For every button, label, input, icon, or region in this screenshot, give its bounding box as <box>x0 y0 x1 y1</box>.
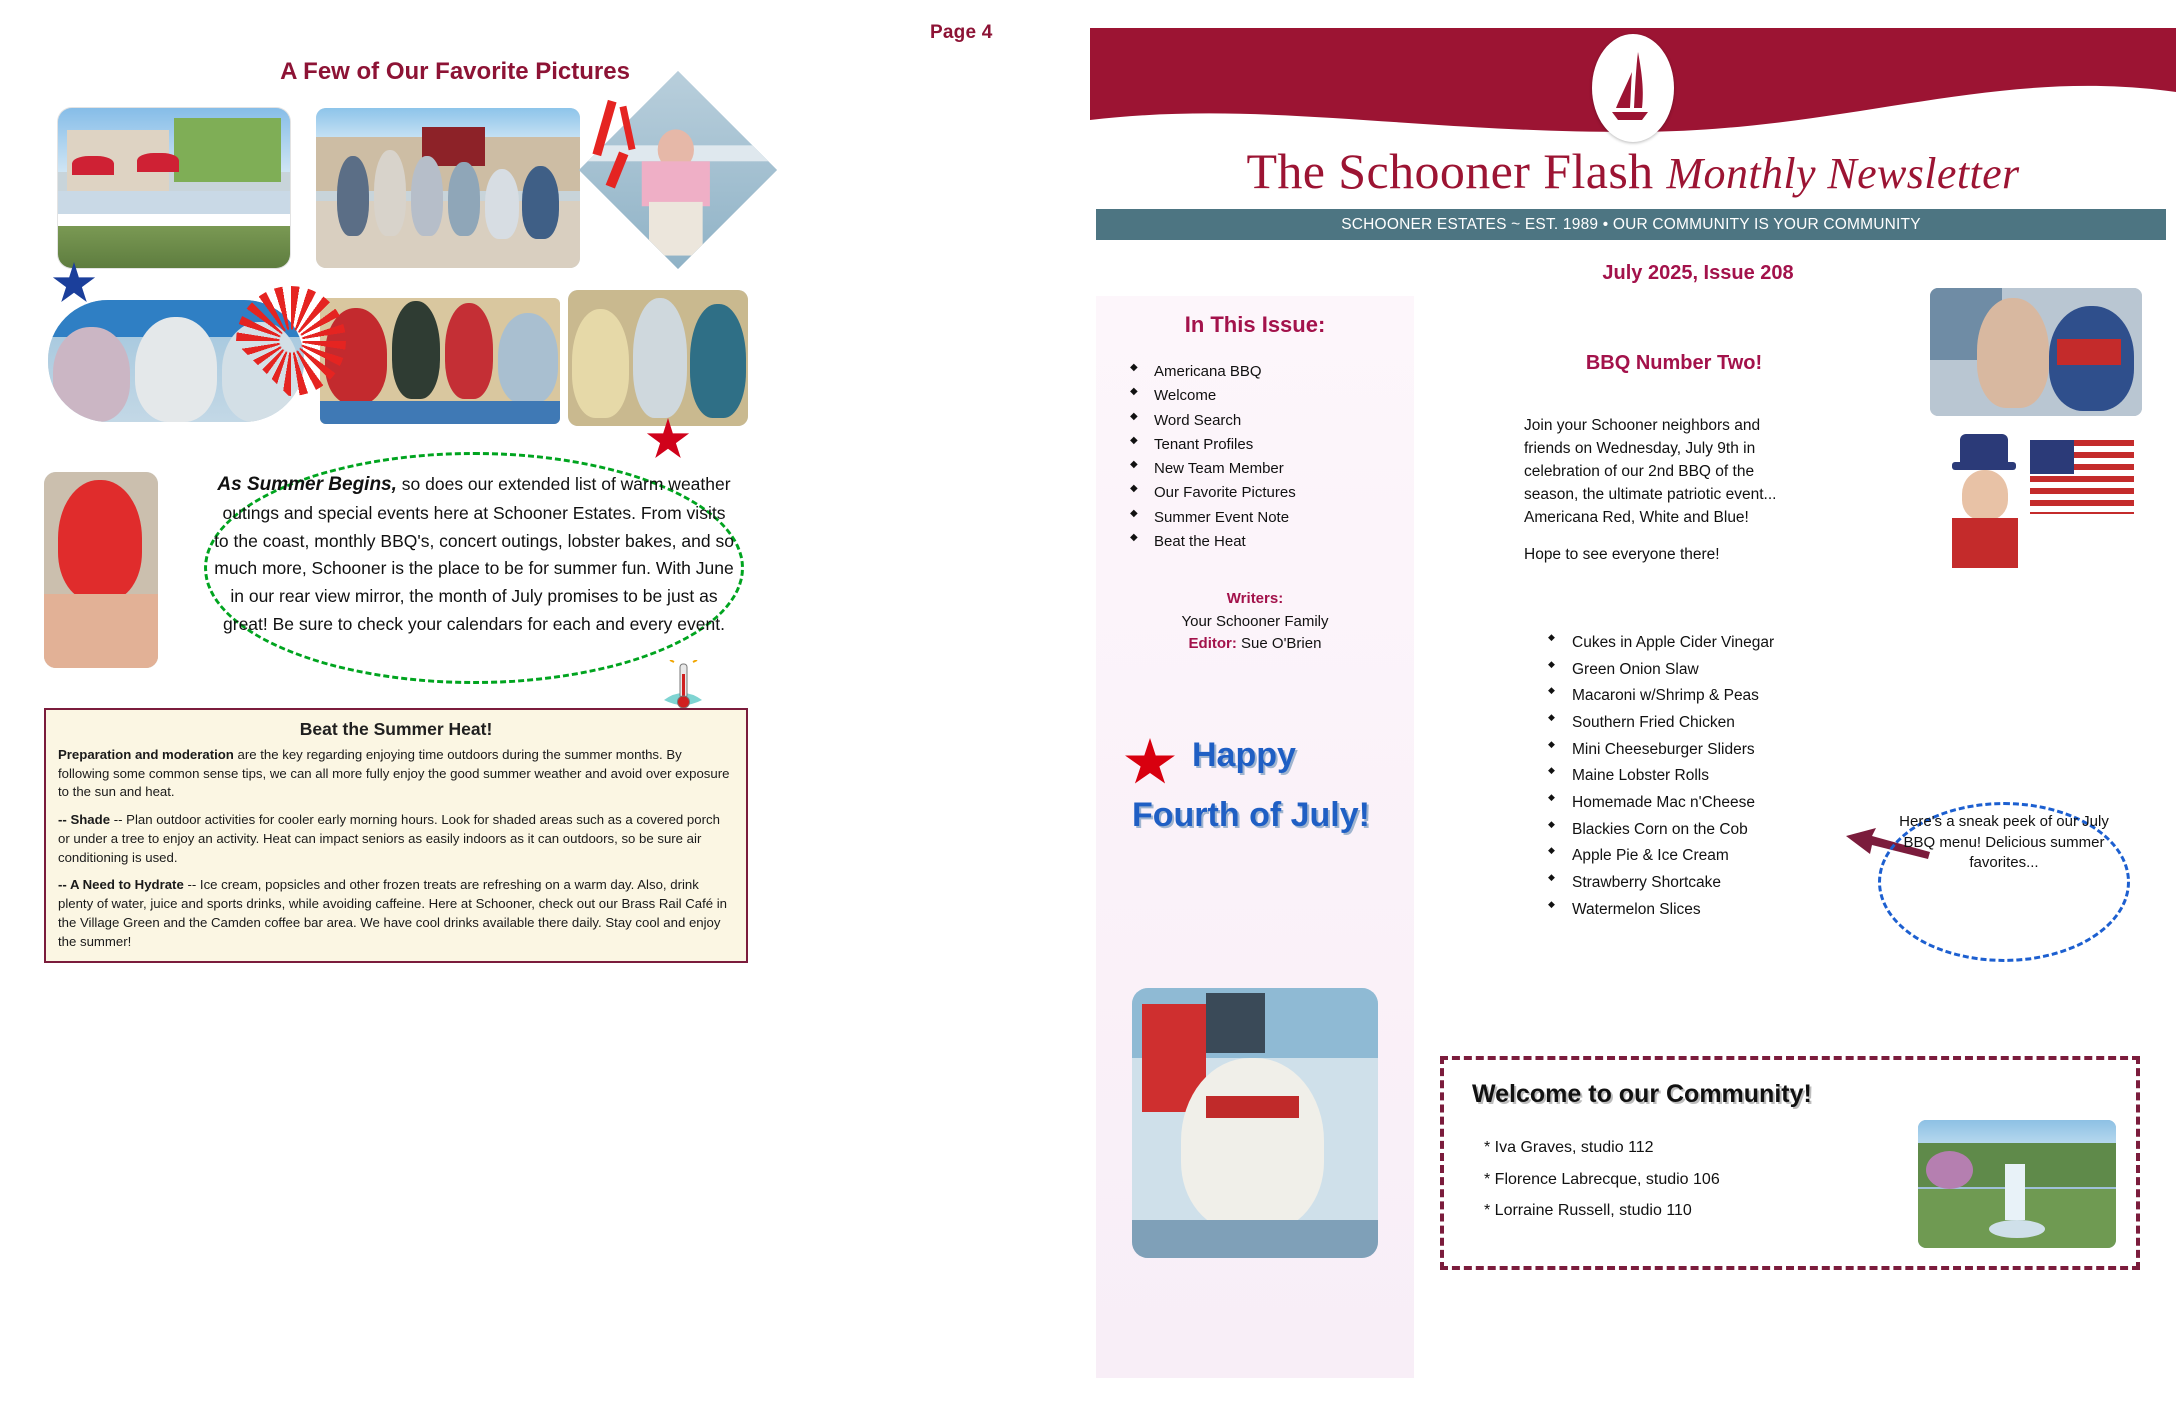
masthead-tagline: SCHOONER ESTATES ~ EST. 1989 • OUR COMMUNITY IS YOUR COMMUNITY <box>1341 215 1921 233</box>
bbq-paragraph-2: Hope to see everyone there! <box>1524 546 1720 564</box>
list-item[interactable]: ◆ New Team Member <box>1130 457 1414 481</box>
summer-oval-lead: As Summer Begins, <box>217 474 397 495</box>
new-residents-list <box>1484 1132 1720 1227</box>
beat-the-heat-box <box>44 708 748 963</box>
list-item[interactable]: ◆ Summer Event Note <box>1130 506 1414 530</box>
list-item: * Lorraine Russell, studio 110 <box>1484 1202 1692 1220</box>
bbq-intro-text <box>1524 414 1786 581</box>
summer-oval-text <box>214 470 734 638</box>
masthead-title-italic: Monthly Newsletter <box>1666 149 2020 198</box>
heat-p3-rest: -- Ice cream, popsicles and other frozen treats are refreshing on a warm day. Also, drink plenty of water, juice and sports drinks, while avoiding caffeine. Here at Schooner, check out our Brass Rail Café in the Village Green and the Camden coffee bar area. We have cool drinks available there daily. Stay cool and enjoy the summer! <box>58 877 728 949</box>
red-star-icon <box>1124 738 1176 788</box>
sailboat-icon <box>1608 50 1658 126</box>
list-item: ◆ Green Onion Slaw <box>1542 657 1872 684</box>
summer-oval-body: so does our extended list of warm weather outings and special events here at Schooner Estates. From visits to the coast, monthly BBQ's, concert outings, lobster bakes, and so much more, Schooner is the place to be for summer fun. With June in our rear view mirror, the month of July promises to be just as great! Be sure to check your calendars for each and every event. <box>214 474 734 634</box>
heat-paragraph-2 <box>58 811 734 867</box>
list-item[interactable]: ◆ Word Search <box>1130 409 1414 433</box>
happy-text: Happy <box>1192 736 1296 774</box>
photo-patio-party <box>58 108 290 268</box>
list-item: * Florence Labrecque, studio 106 <box>1484 1170 1720 1188</box>
fourth-of-july-text: Fourth of July! <box>1132 796 1370 834</box>
list-item: ◆ Strawberry Shortcake <box>1542 870 1872 897</box>
list-item[interactable]: ◆ Welcome <box>1130 384 1414 408</box>
writers-label: Writers: <box>1226 590 1284 608</box>
heat-paragraph-1 <box>58 746 734 802</box>
list-item: ◆ Southern Fried Chicken <box>1542 710 1872 737</box>
list-item: ◆ Apple Pie & Ice Cream <box>1542 843 1872 870</box>
table-of-contents <box>1096 360 1414 554</box>
photo-group-walk <box>316 108 580 268</box>
list-item: ◆ Macaroni w/Shrimp & Peas <box>1542 683 1872 710</box>
list-item: ◆ Blackies Corn on the Cob <box>1542 817 1872 844</box>
favorite-pictures-heading: A Few of Our Favorite Pictures <box>280 58 630 85</box>
photo-uncle-sam-hat <box>1946 430 2136 572</box>
photo-luau-trio <box>568 290 748 426</box>
writers-value: Your Schooner Family <box>1181 612 1329 630</box>
list-item: ◆ Cukes in Apple Cider Vinegar <box>1542 630 1872 657</box>
beat-the-heat-title: Beat the Summer Heat! <box>299 719 493 739</box>
sidebar-column <box>1096 296 1414 1378</box>
list-item: * Iva Graves, studio 112 <box>1484 1139 1654 1156</box>
heat-p1-bold: Preparation and moderation <box>58 747 234 762</box>
list-item: ◆ Maine Lobster Rolls <box>1542 763 1872 790</box>
masthead-tagline-bar <box>1096 209 2166 240</box>
heat-p1-rest: are the key regarding enjoying time outdoors during the summer months. By following some common sense tips, we can all more fully enjoy the good summer weather and avoid over exposure to the sun and heat. <box>58 747 730 800</box>
heat-p2-lead: -- Shade <box>58 812 111 828</box>
welcome-box <box>1440 1056 2140 1270</box>
in-this-issue-title: In This Issue: <box>1184 312 1326 337</box>
masthead-title <box>1090 142 2176 200</box>
sneak-peek-callout-text: Here's a sneak peek of our July BBQ menu! Delicious summer favorites... <box>1899 813 2109 872</box>
list-item[interactable]: ◆ Tenant Profiles <box>1130 433 1414 457</box>
heat-p2-rest: -- Plan outdoor activities for cooler early morning hours. Look for shaded areas such as a covered porch or under a tree to enjoy an activity. Heat can impact seniors as easily indoors as it can outdoors, so be sure air conditioning is used. <box>58 812 720 865</box>
list-item: ◆ Homemade Mac n'Cheese <box>1542 790 1872 817</box>
masthead-title-main: The Schooner Flash <box>1246 143 1654 199</box>
issue-line: July 2025, Issue 208 <box>1602 262 1794 284</box>
right-page <box>1090 0 2176 1408</box>
bbq-paragraph-1: Join your Schooner neighbors and friends on Wednesday, July 9th in celebration of our 2nd BBQ of the season, the ultimate patriotic event... Americana Red, White and Blue! <box>1524 417 1777 527</box>
bbq-menu-list <box>1542 630 1872 923</box>
schooner-logo <box>1592 34 1674 142</box>
heat-paragraph-3 <box>58 876 734 951</box>
list-item[interactable]: ◆ Our Favorite Pictures <box>1130 481 1414 505</box>
welcome-title: Welcome to our Community! <box>1472 1080 1812 1108</box>
editor-line <box>1096 633 1414 656</box>
list-item: ◆ Mini Cheeseburger Sliders <box>1542 737 1872 764</box>
photo-sidebar-resident <box>1132 988 1378 1258</box>
photo-bbq-table <box>320 298 560 424</box>
list-item[interactable]: ◆ Americana BBQ <box>1130 360 1414 384</box>
beat-the-heat-body <box>46 746 746 968</box>
bbq-section-title: BBQ Number Two! <box>1585 352 1763 374</box>
page-number: Page 4 <box>930 22 993 43</box>
credits-block <box>1096 588 1414 656</box>
list-item: ◆ Watermelon Slices <box>1542 897 1872 924</box>
photo-lobster-bake <box>44 472 158 668</box>
list-item[interactable]: ◆ Beat the Heat <box>1130 530 1414 554</box>
photo-bbq-pair <box>1930 288 2142 416</box>
editor-value: Sue O'Brien <box>1236 635 1322 653</box>
heat-p3-lead: -- A Need to Hydrate <box>58 877 184 893</box>
photo-garden-fountain <box>1918 1120 2116 1248</box>
editor-label: Editor: <box>1188 635 1237 653</box>
